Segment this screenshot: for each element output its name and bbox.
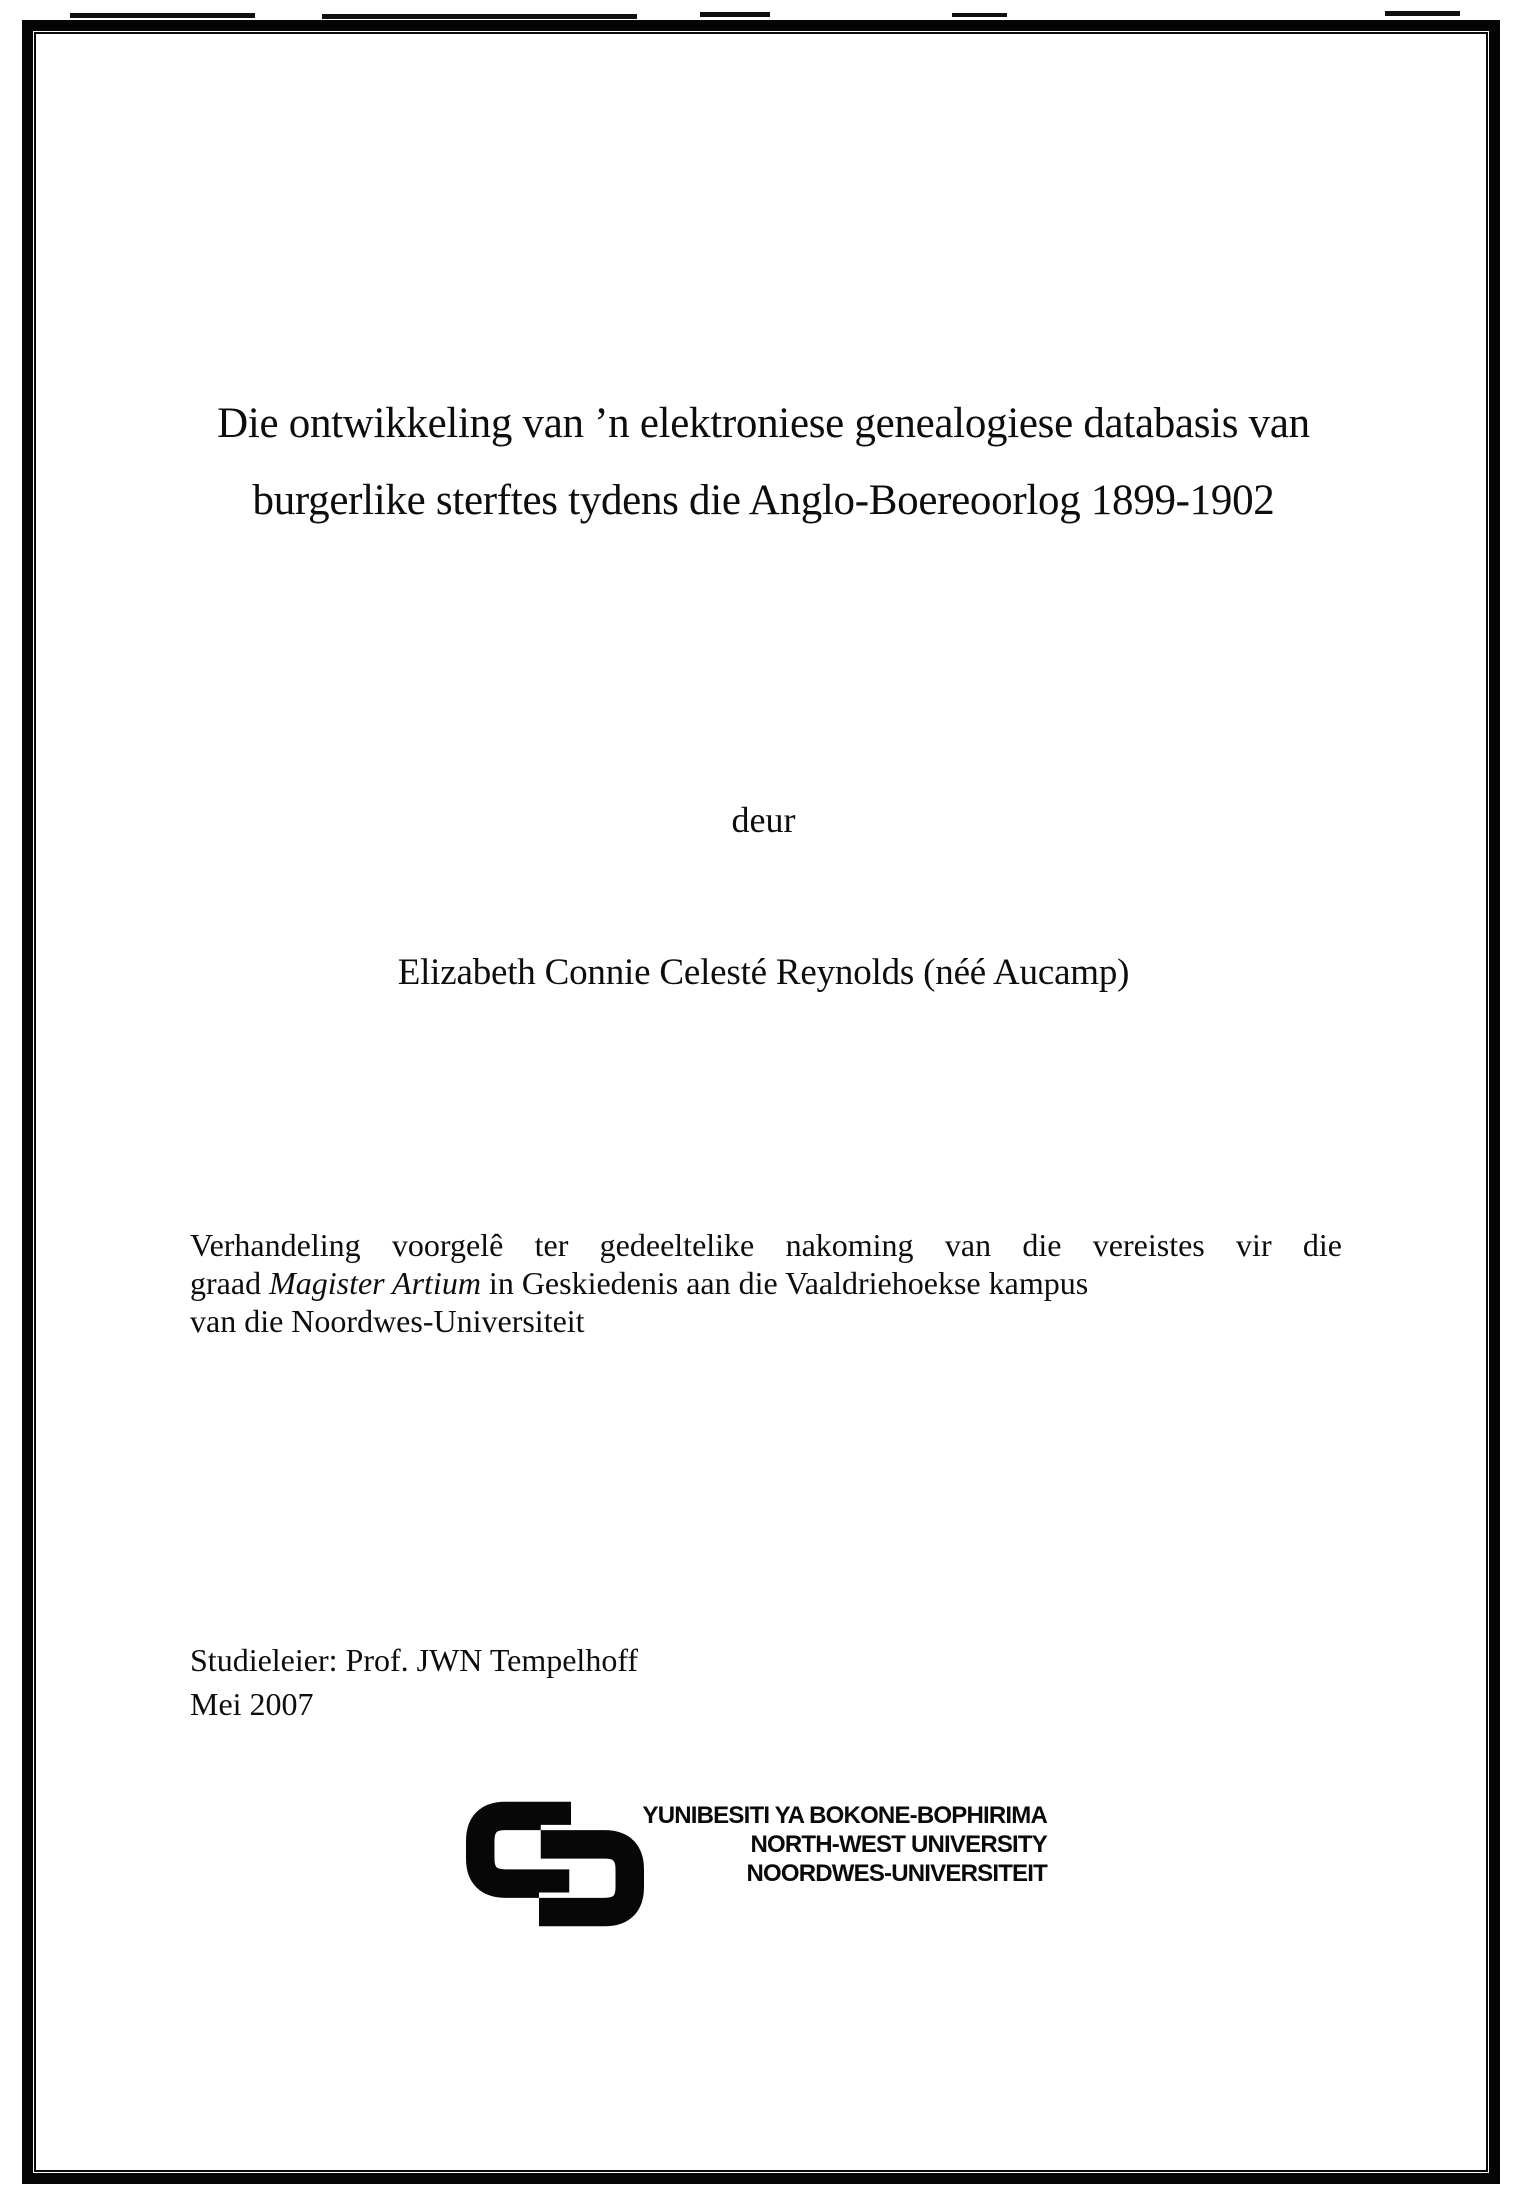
university-logo bbox=[466, 1799, 1066, 1939]
supervisor-block bbox=[190, 1638, 638, 1726]
thesis-title-line-1: Die ontwikkeling van ’n elektroniese genealogiese databasis van bbox=[217, 400, 1310, 447]
university-wordmark-line-3: NOORDWES-UNIVERSITEIT bbox=[746, 1860, 1047, 1887]
statement-line-3: van die Noordwes-Universiteit bbox=[190, 1303, 585, 1339]
statement-line-1: Verhandeling voorgelê ter gedeeltelike nakoming van die vereistes vir die bbox=[190, 1227, 1342, 1263]
scan-artifact bbox=[322, 14, 637, 19]
byline-preposition: deur bbox=[731, 800, 796, 840]
degree-name-italic: Magister Artium bbox=[269, 1265, 481, 1301]
scan-artifact bbox=[952, 13, 1007, 17]
thesis-statement bbox=[190, 1226, 1342, 1340]
supervisor-line: Studieleier: Prof. JWN Tempelhoff bbox=[190, 1642, 639, 1678]
university-wordmark bbox=[585, 1801, 1047, 1888]
thesis-title bbox=[120, 385, 1407, 539]
scan-artifact bbox=[70, 13, 255, 18]
university-wordmark-line-2: NORTH-WEST UNIVERSITY bbox=[750, 1831, 1047, 1858]
scan-artifact bbox=[1385, 11, 1460, 16]
date-line: Mei 2007 bbox=[190, 1686, 314, 1722]
scan-artifact bbox=[700, 12, 770, 17]
university-wordmark-line-1: YUNIBESITI YA BOKONE-BOPHIRIMA bbox=[642, 1802, 1047, 1829]
statement-line-2 bbox=[190, 1264, 1342, 1302]
statement-line-2-after: in Geskiedenis aan die Vaaldriehoekse kampus bbox=[480, 1265, 1089, 1301]
statement-line-2-before: graad bbox=[190, 1265, 270, 1301]
author-name: Elizabeth Connie Celesté Reynolds (néé Aucamp) bbox=[397, 952, 1130, 993]
thesis-title-line-2: burgerlike sterftes tydens die Anglo-Boereoorlog 1899-1902 bbox=[252, 477, 1275, 524]
